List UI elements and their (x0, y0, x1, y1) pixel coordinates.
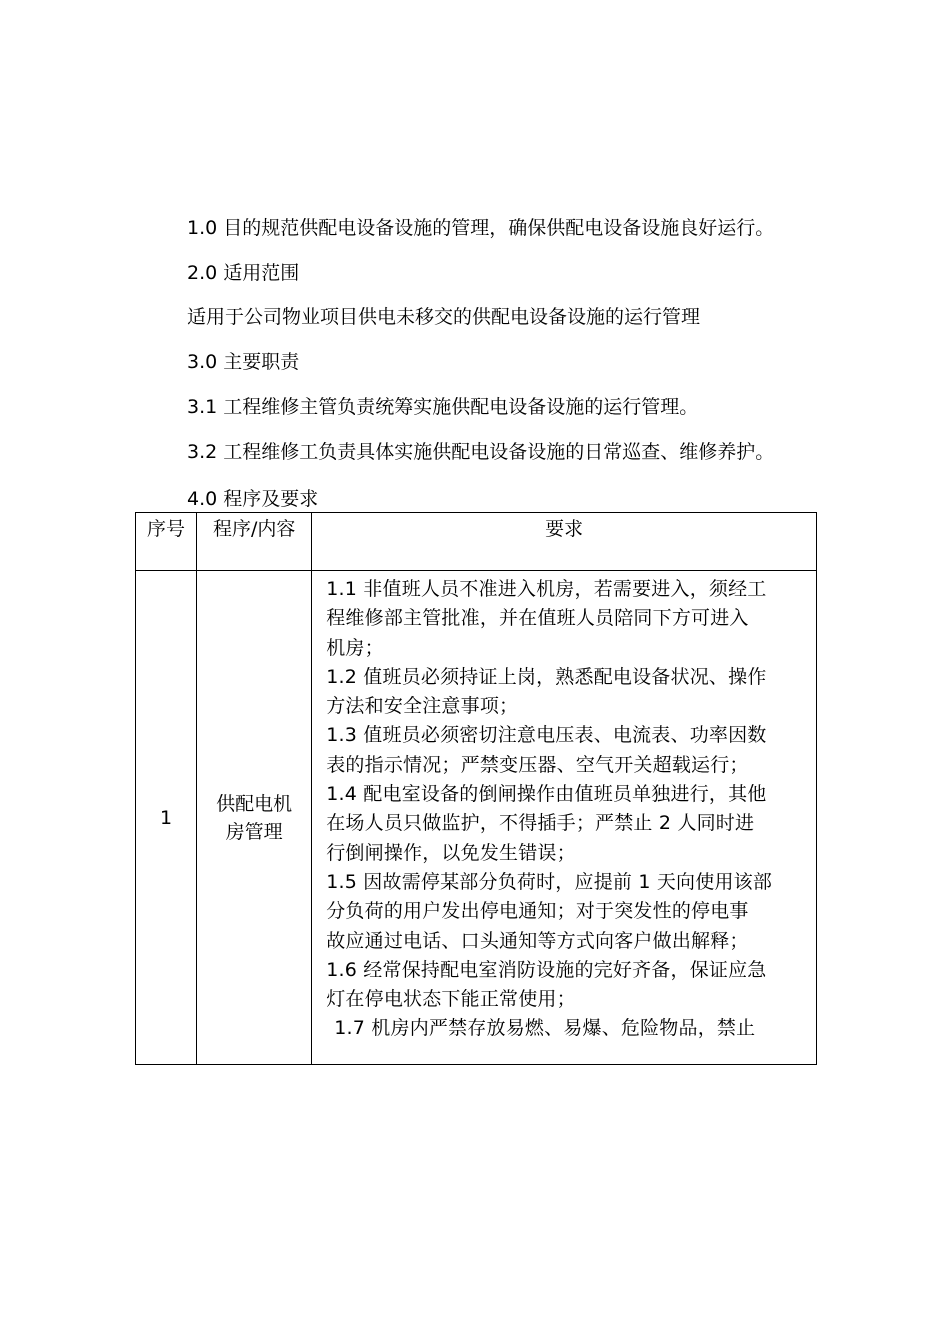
header-procedure: 程序/内容 (197, 513, 312, 571)
row-index: 1 (136, 571, 197, 1065)
section-3-2-text: 3.2 工程维修工负责具体实施供配电设备设施的日常巡查、维修养护。 (187, 441, 775, 463)
requirement-line: 方法和安全注意事项； (326, 695, 519, 718)
requirement-line: 灯在停电状态下能正常使用； (326, 988, 576, 1011)
table-row (136, 571, 817, 1065)
section-3-heading: 3.0 主要职责 (187, 351, 300, 373)
requirement-line: 行倒闸操作，以免发生错误； (326, 841, 576, 864)
requirement-line: 1.3 值班员必须密切注意电压表、电流表、功率因数 (326, 724, 767, 747)
procedure-table (135, 512, 817, 1065)
section-3-1-text: 3.1 工程维修主管负责统筹实施供配电设备设施的运行管理。 (187, 396, 699, 418)
requirement-line: 机房； (326, 636, 384, 659)
requirement-line: 程维修部主管批准，并在值班人员陪同下方可进入 (326, 607, 749, 630)
row-item (197, 571, 312, 1065)
requirement-line: 1.4 配电室设备的倒闸操作由值班员单独进行，其他 (326, 783, 767, 806)
header-requirements: 要求 (312, 513, 817, 571)
section-2-scope-text: 适用于公司物业项目供电未移交的供配电设备设施的运行管理 (187, 306, 701, 328)
requirement-line: 1.1 非值班人员不准进入机房，若需要进入，须经工 (326, 578, 767, 600)
section-4-heading: 4.0 程序及要求 (187, 488, 319, 510)
requirement-line: 1.6 经常保持配电室消防设施的完好齐备，保证应急 (326, 958, 767, 981)
row-item-line: 房管理 (225, 820, 283, 843)
row-requirements (312, 571, 817, 1065)
requirement-line: 故应通过电话、口头通知等方式向客户做出解释； (326, 929, 749, 952)
requirement-line: 1.7 机房内严禁存放易燃、易爆、危险物品，禁止 (334, 1017, 756, 1040)
requirement-line: 表的指示情况；严禁变压器、空气开关超载运行； (326, 753, 749, 776)
header-index: 序号 (136, 513, 197, 571)
section-1-purpose: 1.0 目的规范供配电设备设施的管理，确保供配电设备设施良好运行。 (187, 217, 775, 239)
section-2-heading: 2.0 适用范围 (187, 262, 300, 284)
requirement-line: 1.2 值班员必须持证上岗，熟悉配电设备状况、操作 (326, 665, 767, 688)
table-header-row (136, 513, 817, 571)
requirement-line: 分负荷的用户发出停电通知；对于突发性的停电事 (326, 900, 749, 923)
row-item-line: 供配电机 (216, 792, 293, 815)
requirement-line: 在场人员只做监护，不得插手；严禁止 2 人同时进 (326, 812, 755, 835)
requirement-line: 1.5 因故需停某部分负荷时，应提前 1 天向使用该部 (326, 870, 773, 893)
